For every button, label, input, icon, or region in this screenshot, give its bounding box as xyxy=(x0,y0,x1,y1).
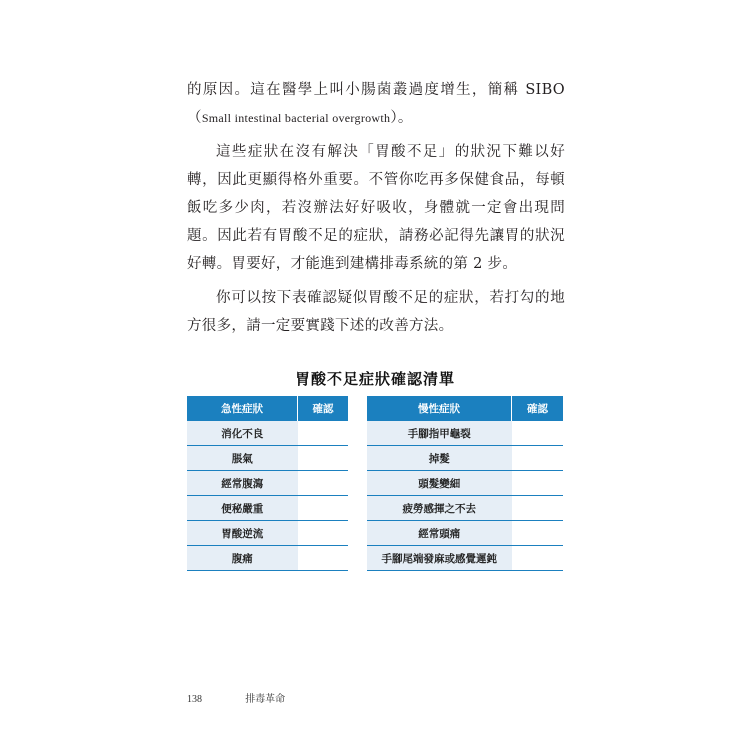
page-footer xyxy=(187,690,285,705)
table-title: 胃酸不足症狀確認清單 xyxy=(294,370,455,388)
table-row xyxy=(187,496,348,521)
symptom-name: 手腳尾端發麻或感覺遲鈍 xyxy=(367,546,512,571)
table-row xyxy=(367,421,563,446)
table-row xyxy=(187,471,348,496)
acute-symptoms-table xyxy=(187,396,348,571)
check-cell[interactable] xyxy=(512,521,564,546)
paragraph-1-latin: Small intestinal bacterial overgrowth xyxy=(201,111,391,125)
check-cell[interactable] xyxy=(298,421,349,446)
symptom-name: 疲勞感揮之不去 xyxy=(367,496,512,521)
check-cell[interactable] xyxy=(512,421,564,446)
check-cell[interactable] xyxy=(512,496,564,521)
chronic-check-header: 確認 xyxy=(512,396,564,421)
book-title: 排毒革命 xyxy=(245,694,286,705)
table-row xyxy=(187,521,348,546)
symptom-name: 胃酸逆流 xyxy=(187,521,298,546)
table-row xyxy=(187,546,348,571)
check-cell[interactable] xyxy=(298,521,349,546)
body-text xyxy=(187,76,565,346)
chronic-symptoms-table xyxy=(367,396,563,571)
check-cell[interactable] xyxy=(298,446,349,471)
acute-check-header: 確認 xyxy=(298,396,349,421)
paragraph-1-part1: 的原因。這在醫學上叫小腸菌叢過度增生，簡稱 SIBO（ xyxy=(187,82,565,126)
paragraph-3: 你可以按下表確認疑似胃酸不足的症狀，若打勾的地方很多，請一定要實踐下述的改善方法。 xyxy=(187,290,565,334)
symptom-name: 經常頭痛 xyxy=(367,521,512,546)
chronic-header: 慢性症狀 xyxy=(367,396,512,421)
paragraph-1-part2: ）。 xyxy=(390,110,413,126)
check-cell[interactable] xyxy=(512,446,564,471)
check-cell[interactable] xyxy=(512,546,564,571)
table-row xyxy=(367,546,563,571)
table-row xyxy=(367,496,563,521)
table-row xyxy=(367,521,563,546)
symptom-name: 便秘嚴重 xyxy=(187,496,298,521)
check-cell[interactable] xyxy=(512,471,564,496)
table-row xyxy=(367,446,563,471)
table-row xyxy=(187,421,348,446)
check-cell[interactable] xyxy=(298,496,349,521)
symptom-name: 脹氣 xyxy=(187,446,298,471)
paragraph-1 xyxy=(187,76,565,132)
symptom-name: 經常腹瀉 xyxy=(187,471,298,496)
symptom-name: 消化不良 xyxy=(187,421,298,446)
page-number: 138 xyxy=(187,694,202,705)
check-cell[interactable] xyxy=(298,546,349,571)
paragraph-2: 這些症狀在沒有解決「胃酸不足」的狀況下難以好轉，因此更顯得格外重要。不管你吃再多保健食品，每頓飯吃多少肉，若沒辦法好好吸收，身體就一定會出現問題。因此若有胃酸不足的症狀，請務必記得先讓胃的狀況好轉。胃要好，才能進到建構排毒系統的第 2 步。 xyxy=(187,144,565,272)
symptom-name: 頭髮變細 xyxy=(367,471,512,496)
table-row xyxy=(367,471,563,496)
symptom-name: 手腳指甲龜裂 xyxy=(367,421,512,446)
symptom-name: 掉髮 xyxy=(367,446,512,471)
check-cell[interactable] xyxy=(298,471,349,496)
acute-header: 急性症狀 xyxy=(187,396,298,421)
symptom-name: 腹痛 xyxy=(187,546,298,571)
table-row xyxy=(187,446,348,471)
